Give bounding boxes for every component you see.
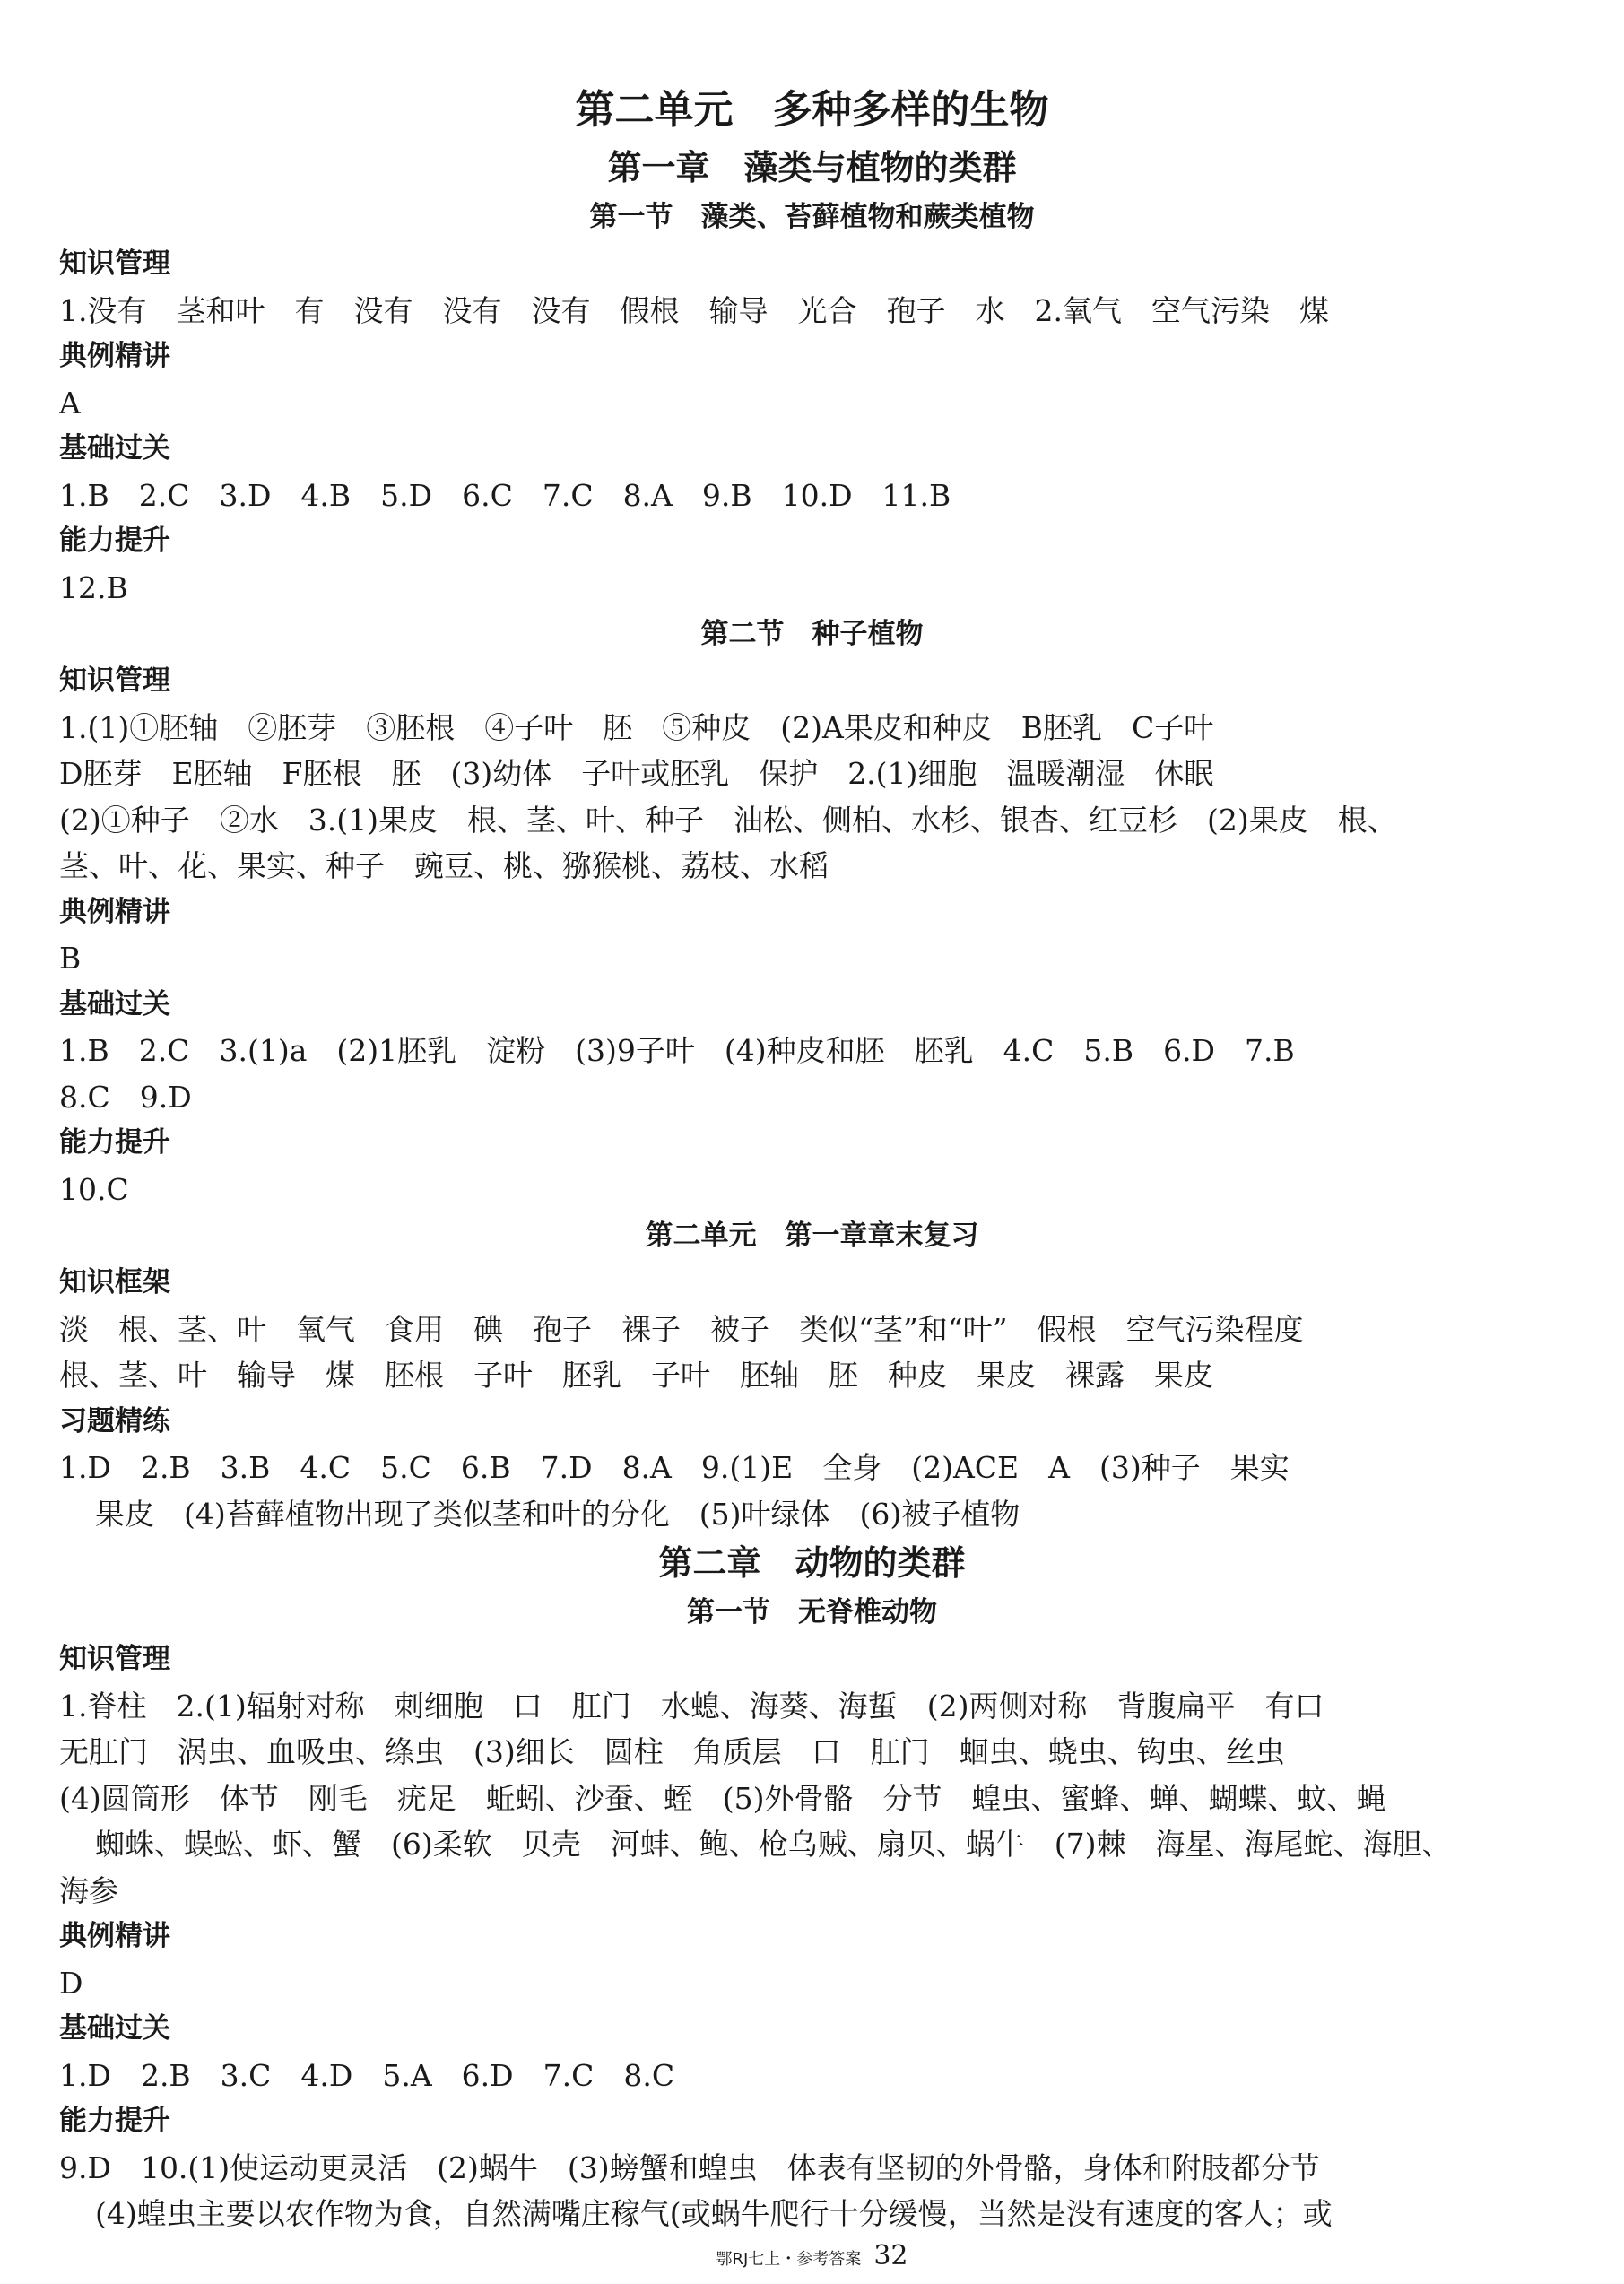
s2-basic-heading: 基础过关 [59, 987, 170, 1020]
s3-ability-line: (4)蝗虫主要以农作物为食，自然满嘴庄稼气(或蜗牛爬行十分缓慢，当然是没有速度的客人；或 [95, 2196, 1333, 2231]
s1-basic-heading: 基础过关 [59, 432, 170, 465]
s3-basic-answers: 1.D 2.B 3.C 4.D 5.A 6.D 7.C 8.C [59, 2057, 675, 2093]
s3-knowledge-line: (4)圆筒形 体节 刚毛 疣足 蚯蚓、沙蚕、蛭 (5)外骨骼 分节 蝗虫、蜜蜂、蝉、蝴蝶、蚊、蝇 [59, 1780, 1386, 1816]
s1-basic-answers: 1.B 2.C 3.D 4.B 5.D 6.C 7.C 8.A 9.B 10.D 11.B [59, 477, 951, 513]
review-framework-line: 根、茎、叶 输导 煤 胚根 子叶 胚乳 子叶 胚轴 胚 种皮 果皮 裸露 果皮 [59, 1358, 1213, 1393]
s2-knowledge-heading: 知识管理 [59, 664, 170, 697]
s2-knowledge-line: (2)①种子 ②水 3.(1)果皮 根、茎、叶、种子 油松、侧柏、水杉、银杏、红豆杉 (2)果皮 根、 [59, 802, 1397, 838]
s1-knowledge-line: 1.没有 茎和叶 有 没有 没有 没有 假根 输导 光合 孢子 水 2.氧气 空气污染 煤 [59, 292, 1329, 328]
section2-answers [59, 658, 1565, 1212]
review-exercise-heading: 习题精练 [59, 1404, 170, 1437]
section3-answers [59, 1637, 1565, 2237]
page-footer [0, 2240, 1624, 2271]
s2-knowledge-line: D胚芽 E胚轴 F胚根 胚 (3)幼体 子叶或胚乳 保护 2.(1)细胞 温暖潮湿 休眠 [59, 756, 1214, 791]
s1-knowledge-heading: 知识管理 [59, 248, 170, 280]
s2-ability-answers: 10.C [59, 1171, 129, 1207]
s2-knowledge-line: 1.(1)①胚轴 ②胚芽 ③胚根 ④子叶 胚 ⑤种皮 (2)A果皮和种皮 B胚乳 C子叶 [59, 709, 1214, 745]
review-framework-line: 淡 根、茎、叶 氧气 食用 碘 孢子 裸子 被子 类似“茎”和“叶” 假根 空气污染程度 [59, 1311, 1304, 1347]
s3-knowledge-line: 1.脊柱 2.(1)辐射对称 刺细胞 口 肛门 水螅、海葵、海蜇 (2)两侧对称 背腹扁平 有口 [59, 1688, 1324, 1724]
s3-ability-line: 9.D 10.(1)使运动更灵活 (2)蜗牛 (3)螃蟹和蝗虫 体表有坚韧的外骨骼，身体和附肢都分节 [59, 2149, 1320, 2185]
s3-example-heading: 典例精讲 [59, 1920, 170, 1952]
review-exercise-line: 1.D 2.B 3.B 4.C 5.C 6.B 7.D 8.A 9.(1)E 全身 (2)ACE A (3)种子 果实 [59, 1450, 1290, 1485]
s1-example-heading: 典例精讲 [59, 340, 170, 372]
unit-title: 第二单元 多种多样的生物 [575, 87, 1049, 133]
s2-example-heading: 典例精讲 [59, 895, 170, 928]
footer-label: 鄂RJ七上・参考答案 [716, 2250, 862, 2269]
s3-basic-heading: 基础过关 [59, 2012, 170, 2045]
s3-knowledge-line: 海参 [59, 1872, 118, 1908]
section2-title: 第二节 种子植物 [700, 618, 924, 650]
review-framework-heading: 知识框架 [59, 1266, 170, 1298]
review-title: 第二单元 第一章章末复习 [645, 1220, 979, 1252]
s3-ability-heading: 能力提升 [59, 2105, 170, 2137]
s3-example-answer: D [59, 1965, 83, 2001]
chapter2-title: 第二章 动物的类群 [658, 1543, 966, 1583]
section3-title: 第一节 无脊椎动物 [687, 1596, 937, 1628]
s1-ability-heading: 能力提升 [59, 525, 170, 557]
s3-knowledge-line: 无肛门 涡虫、血吸虫、绦虫 (3)细长 圆柱 角质层 口 肛门 蛔虫、蛲虫、钩虫、丝虫 [59, 1734, 1285, 1769]
review-exercise-line: 果皮 (4)苔藓植物出现了类似茎和叶的分化 (5)叶绿体 (6)被子植物 [95, 1496, 1020, 1532]
page-number: 32 [873, 2240, 908, 2271]
s3-knowledge-line: 蜘蛛、蜈蚣、虾、蟹 (6)柔软 贝壳 河蚌、鲍、枪乌贼、扇贝、蜗牛 (7)棘 海星、海尾蛇、海胆、 [95, 1827, 1452, 1862]
s3-knowledge-heading: 知识管理 [59, 1643, 170, 1675]
s2-knowledge-line: 茎、叶、花、果实、种子 豌豆、桃、猕猴桃、荔枝、水稻 [59, 848, 829, 883]
s2-basic-line: 1.B 2.C 3.(1)a (2)1胚乳 淀粉 (3)9子叶 (4)种皮和胚 胚乳 4.C 5.B 6.D 7.B [59, 1033, 1295, 1068]
section1-answers [59, 241, 1565, 611]
s2-basic-line: 8.C 9.D [59, 1079, 192, 1115]
chapter1-title: 第一章 藻类与植物的类群 [607, 148, 1017, 187]
s2-example-answer: B [59, 941, 82, 976]
s1-ability-answers: 12.B [59, 569, 128, 605]
review-answers [59, 1260, 1565, 1537]
section1-title: 第一节 藻类、苔藓植物和蕨类植物 [589, 201, 1035, 233]
s2-ability-heading: 能力提升 [59, 1126, 170, 1159]
s1-example-answer: A [59, 385, 81, 421]
